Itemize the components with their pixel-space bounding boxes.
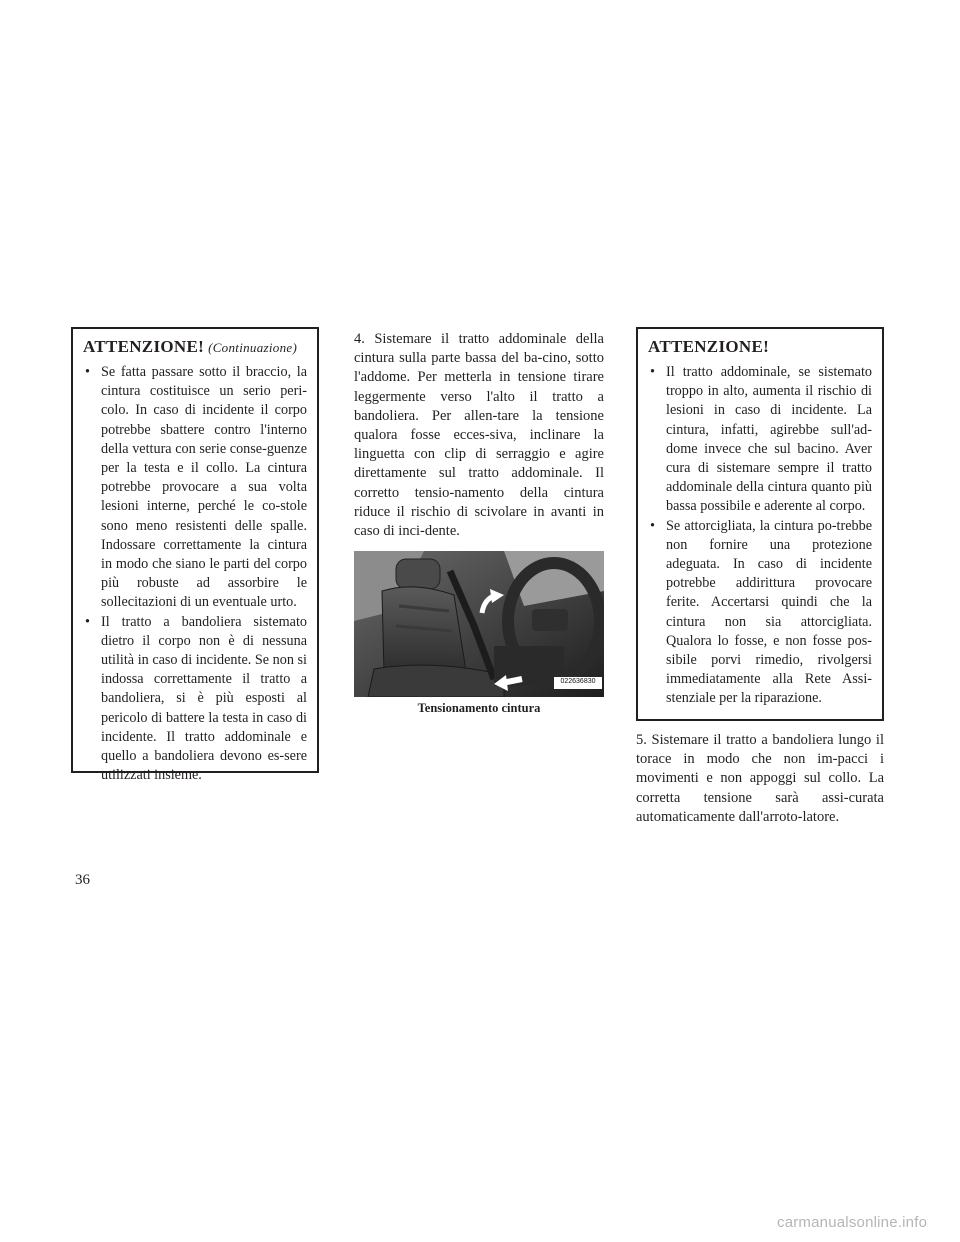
middle-column bbox=[354, 330, 604, 716]
page-number: 36 bbox=[75, 872, 90, 888]
warning-bullet: • Se attorcigliata, la cintura po-trebbe non fornire una protezione adeguata. In caso di incidente potrebbe addirittura provocare ferite. Accertarsi quindi che la cintura non sia attorcigliata. Qualora lo fosse, e non fosse pos-sibile porvi rimedio, rivolgersi immediatamente alla Rete Assi-stenziale per la riparazione. bbox=[648, 517, 872, 709]
seat-belt-photo-icon bbox=[354, 551, 604, 697]
step-5-paragraph: 5. Sistemare il tratto a bandoliera lungo il torace in modo che non im-pacci i movimenti e non appoggi sul collo. La corretta tensione sarà assi-curata automaticamente dall'arroto-latore. bbox=[636, 732, 884, 825]
warning-title-text: ATTENZIONE! bbox=[83, 337, 205, 356]
figure-caption: Tensionamento cintura bbox=[417, 701, 541, 716]
warning-bullet-list bbox=[648, 363, 872, 709]
figure-code: 022636830 bbox=[560, 678, 596, 686]
warning-bullet: • Il tratto addominale, se sistemato troppo in alto, aumenta il rischio di lesioni in caso di incidente. La cintura, infatti, agirebbe sull'ad-dome invece che sul bacino. Aver cura di sistemare sempre il tratto addominale della cintura quanto più bassa possibile e aderente al corpo. bbox=[648, 363, 872, 517]
warning-box-continued bbox=[71, 327, 319, 784]
warning-bullet-list bbox=[83, 363, 307, 785]
right-column bbox=[636, 327, 884, 827]
left-column bbox=[71, 327, 319, 784]
warning-title bbox=[83, 337, 307, 357]
site-watermark: carmanualsonline.info bbox=[777, 1214, 928, 1231]
step-4-paragraph: 4. Sistemare il tratto addominale della cintura sulla parte bassa del ba-cino, sotto l'addome. Per metterla in tensione tirare leggermente verso l'alto il tratto a bandoliera. Per allen-tare la tensione qualora fosse ecces-siva, inclinare la linguetta con clip di serraggio e agire direttamente sul tratto addominale. Il corretto tensio-namento della cintura riduce il rischio di scivolare in avanti in caso di inci-dente. bbox=[354, 331, 604, 540]
warning-box bbox=[636, 327, 884, 721]
warning-title: ATTENZIONE! bbox=[648, 337, 770, 356]
warning-bullet: • Il tratto a bandoliera sistemato dietro il corpo non è di nessuna utilità in caso di incidente. Se non si indossa correttamente il tratto a bandoliera, si è più esposti al pericolo di battere la testa in caso di incidente. Il tratto addominale e quello a bandoliera devono es-sere utilizzati insieme. bbox=[83, 613, 307, 786]
warning-continuation: (Continuazione) bbox=[208, 340, 298, 355]
seat-belt-figure bbox=[354, 551, 604, 697]
warning-bullet: • Se fatta passare sotto il braccio, la cintura costituisce un serio peri-colo. In caso di incidente il corpo potrebbe sbattere contro l'interno della vettura con serie conse-guenze per la testa e il collo. La cintura potrebbe provocare a sua volta lesioni interne, perché le co-stole sono meno resistenti delle spalle. Indossare correttamente la cintura in modo che siano le parti del corpo più robuste ad assorbire le sollecitazioni di un eventuale urto. bbox=[83, 363, 307, 613]
